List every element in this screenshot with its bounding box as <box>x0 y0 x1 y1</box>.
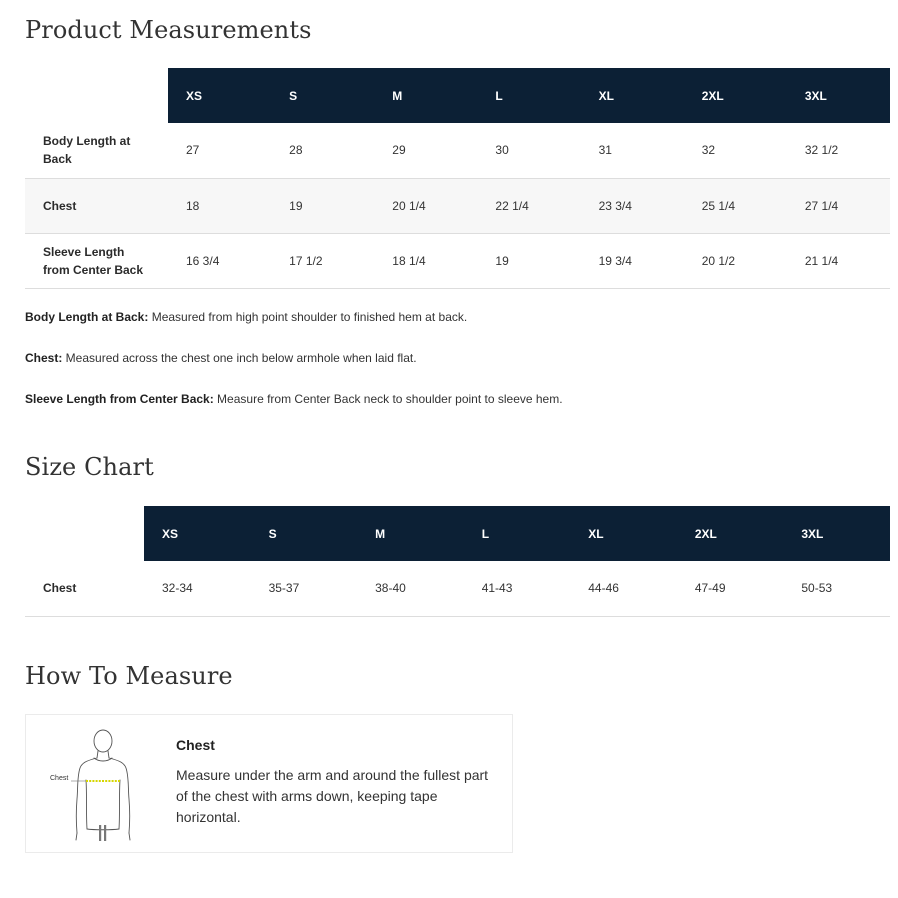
row-label-sleeve-length: Sleeve Length from Center Back <box>43 244 144 277</box>
table-cell: 30 <box>495 143 509 158</box>
table-header-row <box>25 68 890 123</box>
table-cell: 18 1/4 <box>392 253 426 268</box>
row-label-body-length: Body Length at Back <box>43 134 131 167</box>
table-cell: 20 1/2 <box>701 253 736 268</box>
table-cell: 27 1/4 <box>804 198 839 213</box>
table-cell: 50-53 <box>801 581 833 596</box>
table-cell: 44-46 <box>588 581 619 596</box>
note-chest <box>25 351 417 365</box>
table-cell: 17 1/2 <box>289 253 323 268</box>
measure-card-chest <box>25 714 513 853</box>
measure-card-text: Measure under the arm and around the fullest part of the chest with arms down, keeping tape horizontal. <box>176 767 489 825</box>
row-label-chest: Chest <box>43 198 77 213</box>
note-text: Measure from Center Back neck to shoulder point to sleeve hem. <box>213 392 563 406</box>
table-cell: 19 3/4 <box>598 253 632 268</box>
table-cell: 19 <box>289 198 303 213</box>
note-text: Measured across the chest one inch below armhole when laid flat. <box>62 351 417 365</box>
product-measurements-title: Product Measurements <box>25 16 312 44</box>
table-cell: 21 1/4 <box>804 253 839 268</box>
size-header-xs: XS <box>144 506 251 561</box>
size-header-2xl: 2XL <box>677 506 784 561</box>
table-cell: 35-37 <box>268 581 300 596</box>
size-header-l: L <box>464 506 571 561</box>
table-row <box>25 233 890 288</box>
table-row <box>25 561 890 616</box>
table-cell: 28 <box>289 143 303 158</box>
table-row <box>25 178 890 233</box>
size-header-2xl: 2XL <box>684 68 787 123</box>
table-corner-cell <box>25 68 168 123</box>
table-cell: 27 <box>186 143 200 158</box>
note-sleeve-length <box>25 392 563 406</box>
note-term: Body Length at Back: <box>25 310 149 324</box>
note-text: Measured from high point shoulder to finished hem at back. <box>148 310 468 324</box>
table-cell: 22 1/4 <box>495 198 529 213</box>
table-cell: 23 3/4 <box>598 198 632 213</box>
table-row <box>25 123 890 178</box>
size-header-xs: XS <box>168 68 271 123</box>
note-term: Chest: <box>25 351 63 365</box>
table-cell: 18 <box>186 198 200 213</box>
table-cell: 38-40 <box>375 581 406 596</box>
size-header-xl: XL <box>581 68 684 123</box>
figure-label: Chest <box>50 775 69 782</box>
table-cell: 32 <box>701 143 716 158</box>
table-cell: 16 3/4 <box>186 253 220 268</box>
note-term: Sleeve Length from Center Back: <box>25 392 214 406</box>
size-header-s: S <box>271 68 374 123</box>
size-chart-table <box>25 506 890 617</box>
size-header-3xl: 3XL <box>787 68 890 123</box>
table-cell: 20 1/4 <box>392 198 426 213</box>
table-corner-cell <box>25 506 144 561</box>
table-cell: 29 <box>392 143 406 158</box>
size-header-3xl: 3XL <box>783 506 890 561</box>
table-header-row <box>25 506 890 561</box>
table-cell: 31 <box>598 143 612 158</box>
table-cell: 25 1/4 <box>701 198 736 213</box>
note-body-length <box>25 310 467 324</box>
size-header-s: S <box>251 506 358 561</box>
size-header-l: L <box>477 68 580 123</box>
table-cell: 41-43 <box>481 581 513 596</box>
how-to-measure-title: How To Measure <box>25 662 233 690</box>
chest-measure-figure-icon <box>44 725 154 847</box>
table-cell: 32-34 <box>162 581 193 596</box>
size-header-xl: XL <box>570 506 677 561</box>
table-cell: 47-49 <box>694 581 726 596</box>
row-label-chest: Chest <box>43 581 77 596</box>
size-header-m: M <box>357 506 464 561</box>
size-header-m: M <box>374 68 477 123</box>
size-chart-title: Size Chart <box>25 453 154 481</box>
table-cell: 19 <box>495 253 509 268</box>
product-measurements-table <box>25 68 890 289</box>
measure-card-heading: Chest <box>176 737 215 753</box>
table-cell: 32 1/2 <box>804 143 839 158</box>
